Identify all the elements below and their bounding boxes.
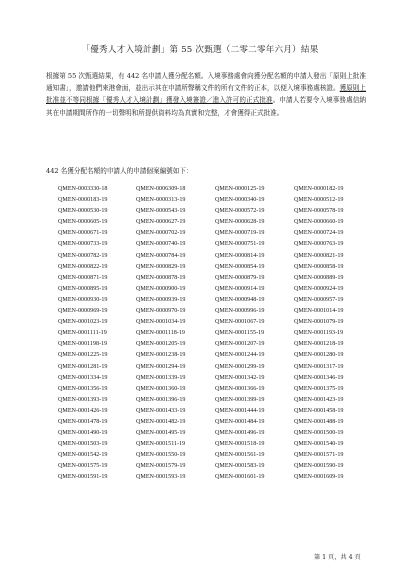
document-title: 「優秀人才入境計劃」第 55 次甄選（二零二零年六月）結果 [81,45,319,55]
application-number: QMEN-0000724-19 [294,230,344,237]
list-intro: 442 名獲分配名額的申請人的申請個案編號如下： [46,167,193,175]
application-number: QMEN-0000751-19 [215,241,265,248]
page-footer: 第 1 頁，共 4 頁 [314,554,361,561]
application-number: QMEN-0000957-19 [294,296,344,303]
application-number: QMEN-0001496-19 [215,430,265,437]
application-number: QMEN-0000340-19 [215,197,265,204]
application-number: QMEN-0001426-19 [58,407,108,414]
application-number: QMEN-0000183-19 [58,197,108,204]
application-number: QMEN-0001399-19 [215,396,265,403]
application-number: QMEN-0001014-19 [294,308,344,315]
application-number: QMEN-0001500-19 [294,430,344,437]
application-number: QMEN-0001571-19 [294,452,344,459]
application-number: QMEN-0001591-19 [58,474,108,481]
application-number: QMEN-0001583-19 [215,463,265,470]
table-row [58,406,378,417]
application-number: QMEN-0000182-19 [294,186,344,192]
paragraph-text-2: 。申請人若要令入境事務處信納其在申請期間所作的一切聲明和所提供資料均為真實和完整，才會獲得正式批准。 [46,96,366,117]
application-number: QMEN-0001511-19 [136,441,186,448]
table-row [58,384,378,395]
paragraph-underlined-text: 獲原則上批准並不等同根據「優秀人才入境計劃」獲發入境簽證／進入許可的正式批准 [46,84,366,105]
application-number: QMEN-0001207-19 [215,341,265,348]
table-row [58,362,378,373]
table-row [58,228,378,239]
application-number: QMEN-0001366-19 [215,385,265,392]
application-number: QMEN-0000512-19 [294,197,344,204]
application-number: QMEN-0001317-19 [294,363,344,370]
table-row [58,439,378,450]
application-number: QMEN-0001518-19 [215,441,265,448]
application-number: QMEN-0001280-19 [294,352,344,359]
table-row [58,195,378,206]
table-row [58,472,378,483]
application-number: QMEN-0000969-19 [58,308,108,315]
application-number: QMEN-0001503-19 [58,441,108,448]
application-number: QMEN-0001118-19 [136,330,185,337]
application-number: QMEN-0006309-18 [136,186,186,192]
application-number: QMEN-0001458-19 [294,407,344,414]
table-row [58,184,378,195]
application-number: QMEN-0000627-19 [136,219,186,226]
application-number: QMEN-0000914-19 [215,285,265,292]
application-number: QMEN-0001342-19 [215,374,265,381]
application-number: QMEN-0001393-19 [58,396,108,403]
table-row [58,350,378,361]
explanation-paragraph [46,70,366,119]
application-number: QMEN-0000784-19 [136,252,186,259]
application-number: QMEN-0000948-19 [215,296,265,303]
application-number: QMEN-0001334-19 [58,374,108,381]
application-number: QMEN-0001244-19 [215,352,265,359]
application-number: QMEN-0001198-19 [58,341,108,348]
application-number: QMEN-0000671-19 [58,230,108,237]
table-row [58,428,378,439]
application-number: QMEN-0001488-19 [294,418,344,425]
application-number: QMEN-0000530-19 [58,208,108,215]
application-number: QMEN-0001579-19 [136,463,186,470]
application-number: QMEN-0000854-19 [215,263,265,270]
application-number: QMEN-0000858-19 [294,263,344,270]
table-row [58,328,378,339]
application-number: QMEN-0001067-19 [215,319,265,326]
application-number: QMEN-0001540-19 [294,441,344,448]
application-number: QMEN-0001593-19 [136,474,186,481]
application-number: QMEN-0001193-19 [294,330,344,337]
paragraph-text-1: 根據第 55 次甄選結果，有 442 名申請人獲分配名額。入境事務處會向獲分配名額的申請人發出「原則上批准通知書」，邀請他們來港會面，並出示其在申請所聲稱文件的所有文件的正本，以便入境事務處核證。 [46,72,366,93]
application-number: QMEN-0000829-19 [136,263,186,270]
application-number-table [58,184,378,484]
table-row [58,206,378,217]
table-row [58,262,378,273]
application-number: QMEN-0000895-19 [58,285,108,292]
application-number: QMEN-0000719-19 [215,230,265,237]
application-number: QMEN-0001495-19 [136,430,186,437]
application-number: QMEN-0001484-19 [215,418,265,425]
application-number: QMEN-0001281-19 [58,363,108,370]
table-row [58,251,378,262]
table-row [58,217,378,228]
application-number: QMEN-0000871-19 [58,274,108,281]
application-number: QMEN-0001590-19 [294,463,344,470]
application-number: QMEN-0000702-19 [136,230,186,237]
application-number: QMEN-0001346-19 [294,374,344,381]
table-row [58,339,378,350]
application-number: QMEN-0001360-19 [136,385,186,392]
application-number: QMEN-0001023-19 [58,319,108,326]
application-number: QMEN-0000740-19 [136,241,186,248]
application-number: QMEN-0001396-19 [136,396,186,403]
table-row [58,317,378,328]
table-row [58,306,378,317]
application-number: QMEN-0000578-19 [294,208,344,215]
application-number: QMEN-0001218-19 [294,341,344,348]
application-number: QMEN-0000970-19 [136,308,186,315]
application-number: QMEN-0000125-19 [215,186,265,192]
application-number: QMEN-0000924-19 [294,285,344,292]
application-number: QMEN-0001444-19 [215,407,265,414]
application-number: QMEN-0000879-19 [215,274,265,281]
application-number: QMEN-0000878-19 [136,274,186,281]
application-number: QMEN-0001375-19 [294,385,344,392]
table-row [58,284,378,295]
application-number: QMEN-0001478-19 [58,418,108,425]
application-number: QMEN-0000782-19 [58,252,108,259]
table-row [58,417,378,428]
application-number: QMEN-0001079-19 [294,319,344,326]
application-number: QMEN-0001550-19 [136,452,186,459]
application-number: QMEN-0001294-19 [136,363,186,370]
table-row [58,273,378,284]
application-number: QMEN-0001111-19 [58,330,107,337]
application-number: QMEN-0000660-19 [294,219,344,226]
application-number: QMEN-0001238-19 [136,352,186,359]
application-number: QMEN-0000889-19 [294,274,344,281]
application-number: QMEN-0000605-19 [58,219,108,226]
application-number: QMEN-0001356-19 [58,385,108,392]
application-number: QMEN-0001339-19 [136,374,186,381]
application-number: QMEN-0001601-19 [215,474,265,481]
application-number: QMEN-0000996-19 [215,308,265,315]
application-number: QMEN-0001609-19 [294,474,344,481]
application-number: QMEN-0001423-19 [294,396,344,403]
application-number: QMEN-0001482-19 [136,418,186,425]
application-number: QMEN-0000822-19 [58,263,108,270]
application-number: QMEN-0001542-19 [58,452,108,459]
application-number: QMEN-0000939-19 [136,296,186,303]
table-row [58,373,378,384]
table-row [58,450,378,461]
table-row [58,395,378,406]
application-number: QMEN-0001205-19 [136,341,186,348]
application-number: QMEN-0000313-19 [136,197,186,204]
table-row [58,461,378,472]
application-number: QMEN-0001561-19 [215,452,265,459]
application-number: QMEN-0000763-19 [294,241,344,248]
table-row [58,239,378,250]
application-number: QMEN-0000628-19 [215,219,265,226]
application-number: QMEN-0000930-19 [58,296,108,303]
application-number: QMEN-0000900-19 [136,285,186,292]
application-number: QMEN-0000733-19 [58,241,108,248]
application-number: QMEN-0001575-19 [58,463,108,470]
application-number: QMEN-0000572-19 [215,208,265,215]
application-number: QMEN-0001155-19 [215,330,265,337]
application-number: QMEN-0001225-19 [58,352,108,359]
application-number: QMEN-0000814-19 [215,252,265,259]
application-number: QMEN-0000543-19 [136,208,186,215]
application-number: QMEN-0001034-19 [136,319,186,326]
application-number: QMEN-0001299-19 [215,363,265,370]
application-number: QMEN-0000821-19 [294,252,344,259]
table-row [58,295,378,306]
application-number: QMEN-0001490-19 [58,430,108,437]
application-number: QMEN-0001433-19 [136,407,186,414]
application-number: QMEN-0003330-18 [58,186,108,192]
